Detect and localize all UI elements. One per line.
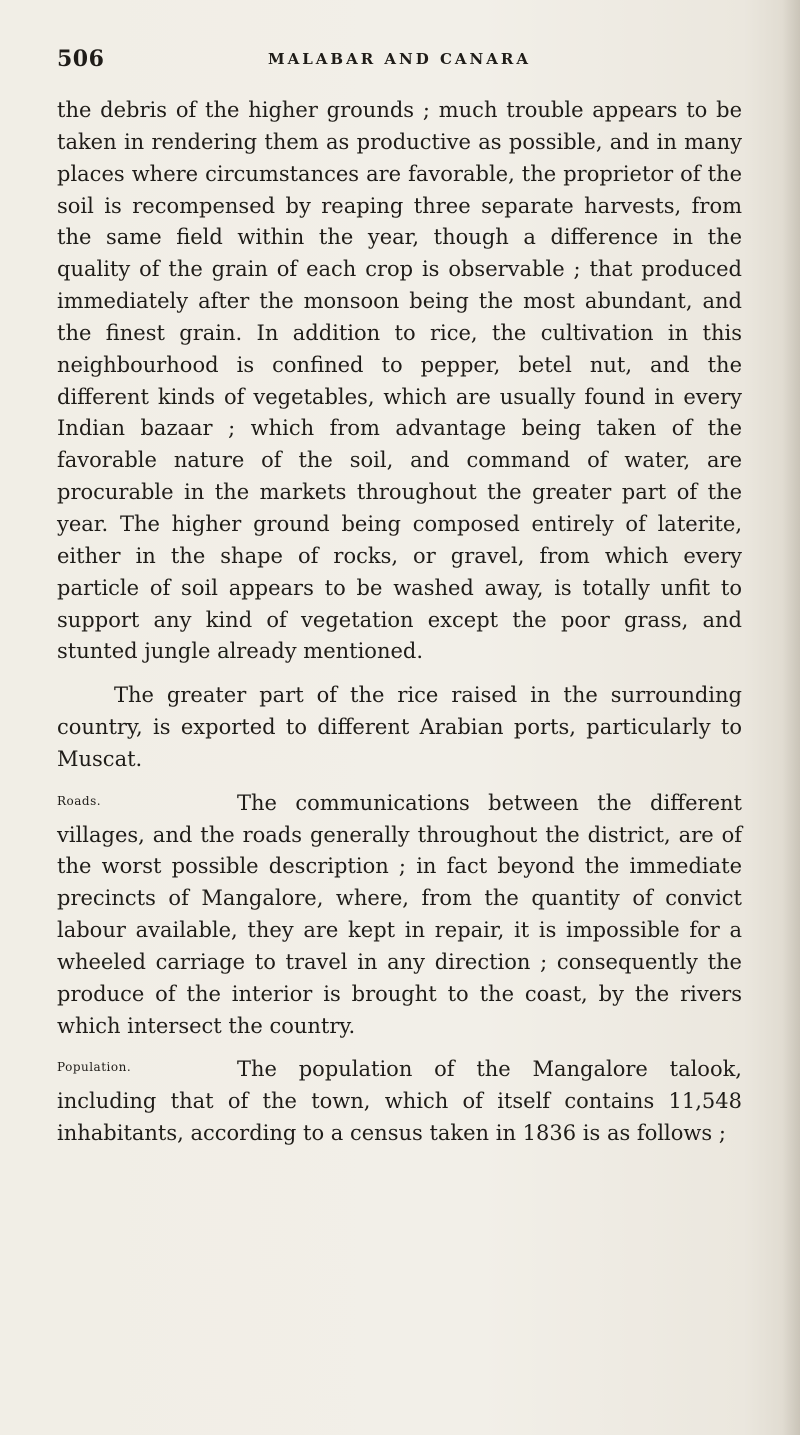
paragraph-population: The population of the Mangalore talook, including that of the town, which of itself contains 11,548 inhabitants, according to a census taken in 1836 is as follows ; [57,1057,742,1146]
paragraph-rice-export: The greater part of the rice raised in the surrounding country, is exported to different Arabian ports, particularly to Muscat. [57,683,742,771]
section-roads [57,788,742,1043]
body-text [57,95,742,1150]
running-head: MALABAR AND CANARA [267,50,532,68]
sidenote-roads: Roads. [57,793,102,808]
page-header [57,46,742,80]
page-number: 506 [57,46,105,72]
page-edge-shadow [782,0,800,1435]
section-population [57,1054,742,1150]
paragraph-debris: the debris of the higher grounds ; much trouble appears to be taken in rendering them as productive as possible, and in many places where circumstances are favorable, the proprietor of the soil is recompensed by reaping three separate harvests, from the same field within the year, though a difference in the quality of the grain of each crop is observable ; that produced immediately after the monsoon being the most abundant, and the finest grain. In addition to rice, the cultivation in this neighbourhood is confined to pepper, betel nut, and the different kinds of vegetables, which are usually found in every Indian bazaar ; which from advantage being taken of the favorable nature of the soil, and command of water, are procurable in the markets throughout the greater part of the year. The higher ground being composed entirely of laterite, either in the shape of rocks, or gravel, from which every particle of soil appears to be washed away, is totally unfit to support any kind of vegetation except the poor grass, and stunted jungle already mentioned. [57,98,742,664]
paragraph-roads: The communications between the different villages, and the roads generally throughout the district, are of the worst possible description ; in fact beyond the immediate precincts of Mangalore, where, from the quantity of convict labour available, they are kept in repair, it is impossible for a wheeled carriage to travel in any direction ; consequently the produce of the interior is brought to the coast, by the rivers which intersect the country. [57,790,742,1038]
sidenote-population: Population. [57,1060,132,1075]
